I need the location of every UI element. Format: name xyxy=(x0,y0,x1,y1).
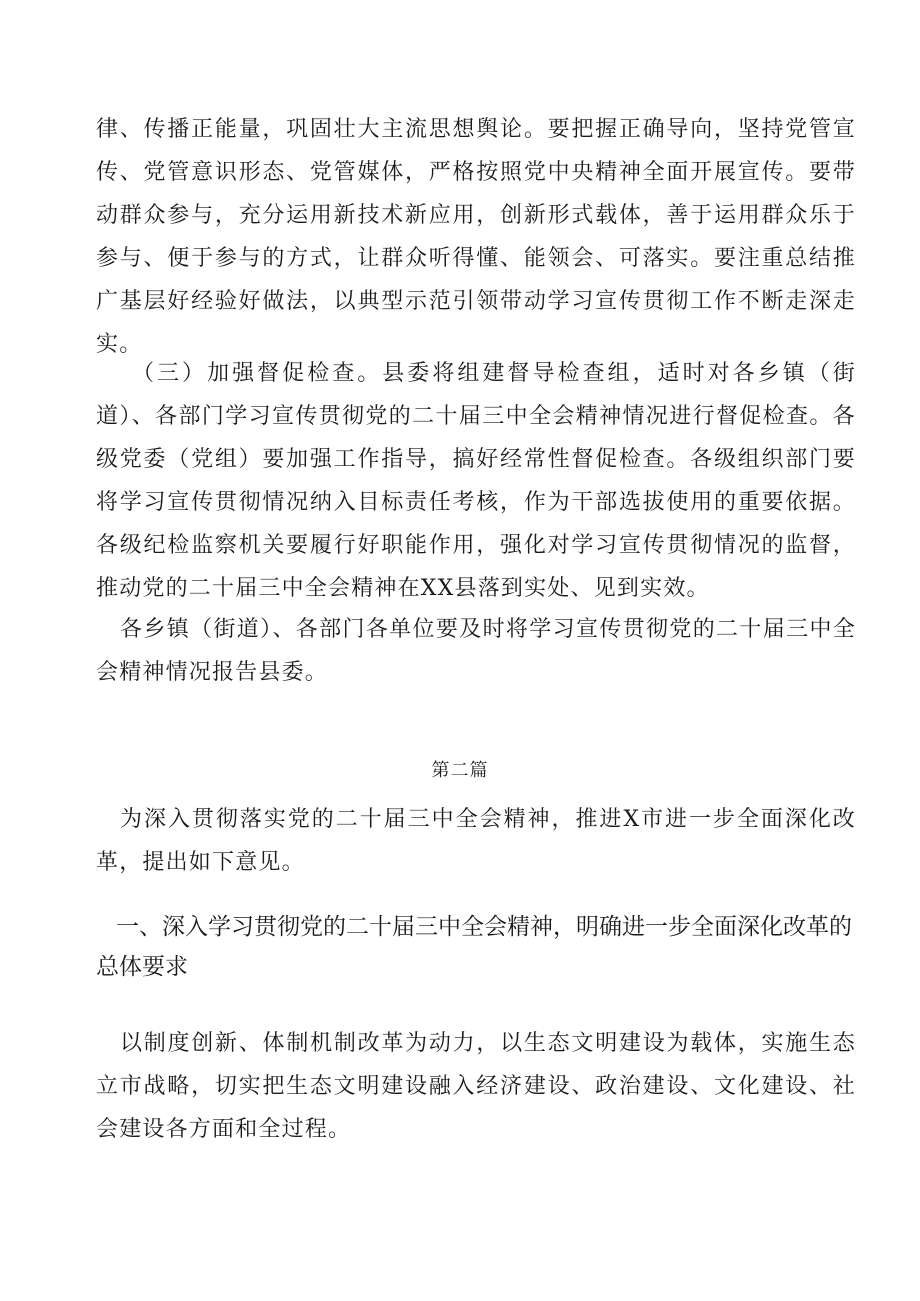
body-paragraph: 各乡镇（街道）、各部门各单位要及时将学习宣传贯彻党的二十届三中全会精神情况报告县委。 xyxy=(96,617,856,685)
body-paragraph: 以制度创新、体制机制改革为动力，以生态文明建设为载体，实施生态立市战略，切实把生态文明建设融入经济建设、政治建设、文化建设、社会建设各方面和全过程。 xyxy=(96,1031,856,1142)
section-title: 第二篇 xyxy=(431,760,489,781)
section-heading: 一、深入学习贯彻党的二十届三中全会精神，明确进一步全面深化改革的总体要求 xyxy=(96,914,852,980)
body-paragraph: （三）加强督促检查。县委将组建督导检查组，适时对各乡镇（街道）、各部门学习宣传贯彻党的二十届三中全会精神情况进行督促检查。各级党委（党组）要加强工作指导，搞好经常性督促检查。各级组织部门要将学习宣传贯彻情况纳入目标责任考核，作为干部选拔使用的重要依据。各级纪检监察机关要履行好职能作用，强化对学习宣传贯彻情况的监督，推动党的二十届三中全会精神在XX县落到实处、见到实效。 xyxy=(96,361,856,601)
body-paragraph: 律、传播正能量，巩固壮大主流思想舆论。要把握正确导向，坚持党管宣传、党管意识形态、党管媒体，严格按照党中央精神全面开展宣传。要带动群众参与，充分运用新技术新应用，创新形式载体，善于运用群众乐于参与、便于参与的方式，让群众听得懂、能领会、可落实。要注重总结推广基层好经验好做法，以典型示范引领带动学习宣传贯彻工作不断走深走实。 xyxy=(96,117,856,357)
body-paragraph: 为深入贯彻落实党的二十届三中全会精神，推进X市进一步全面深化改革，提出如下意见。 xyxy=(96,807,856,875)
